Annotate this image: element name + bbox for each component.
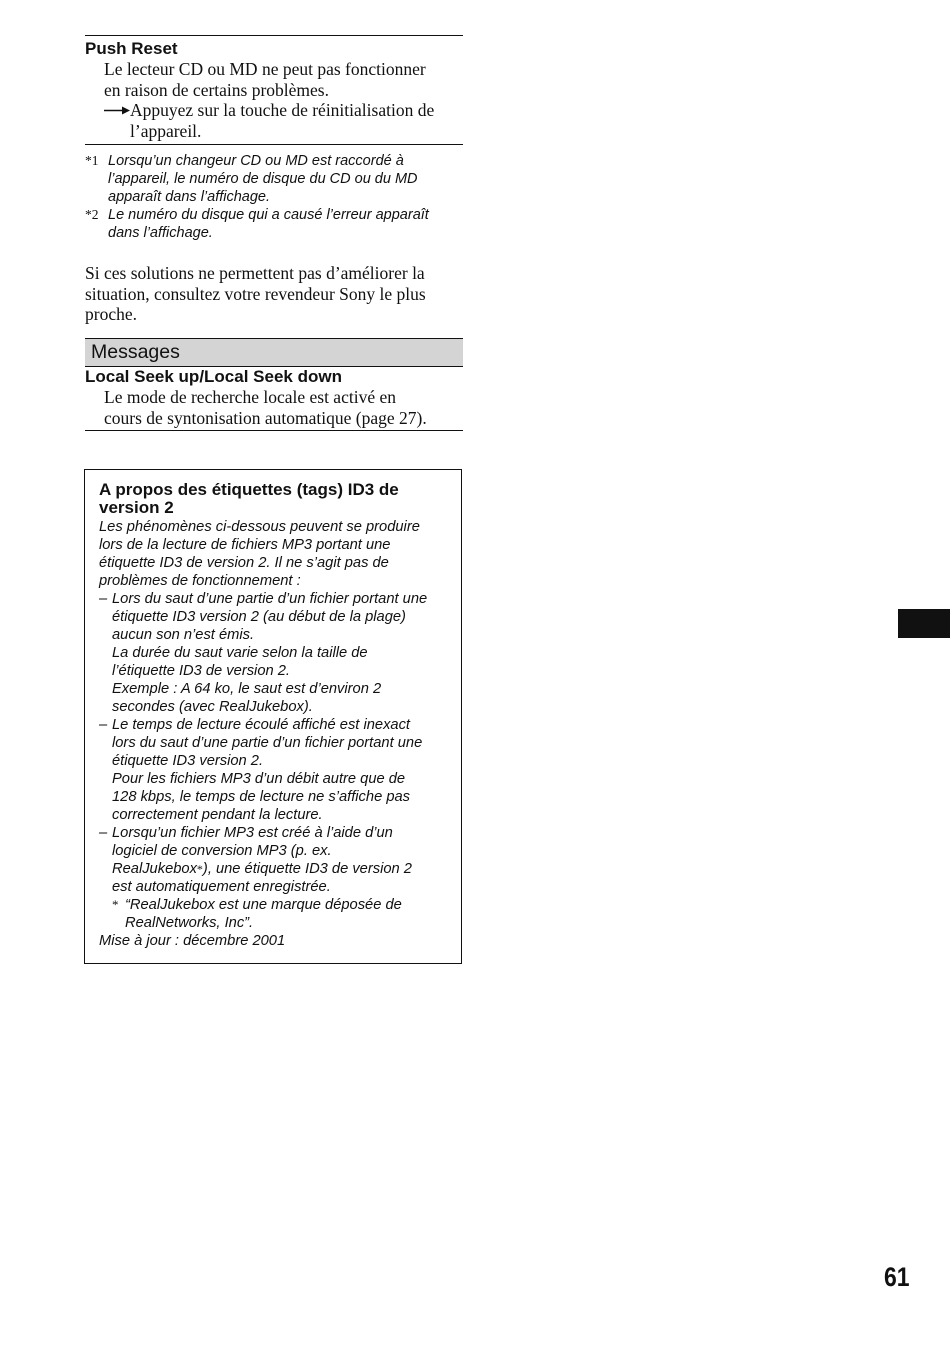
id3-title-line-1: A propos des étiquettes (tags) ID3 de bbox=[99, 480, 399, 499]
id3-item-line-rest: ), une étiquette ID3 de version 2 bbox=[202, 861, 412, 877]
trademark-line: RealNetworks, Inc”. bbox=[125, 915, 254, 931]
push-reset-line-2: en raison de certains problèmes. bbox=[104, 79, 329, 100]
id3-item-line: secondes (avec RealJukebox). bbox=[112, 699, 313, 715]
footnotes bbox=[85, 152, 463, 242]
footnote-line: apparaît dans l’affichage. bbox=[108, 189, 271, 205]
id3-item-line: étiquette ID3 version 2 (au début de la plage) bbox=[112, 609, 406, 625]
local-seek-entry bbox=[85, 367, 463, 431]
id3-list-item-3 bbox=[99, 824, 454, 896]
id3-item-line: lors du saut d’une partie d’un fichier portant une bbox=[112, 735, 423, 751]
id3-item-line: Le temps de lecture écoulé affiché est inexact bbox=[112, 717, 411, 733]
realjukebox-word: RealJukebox bbox=[112, 861, 197, 877]
trademark-line: “RealJukebox est une marque déposée de bbox=[125, 897, 402, 913]
id3-item-line: 128 kbps, le temps de lecture ne s’affiche pas bbox=[112, 789, 411, 805]
footnote-line: Le numéro du disque qui a causé l’erreur apparaît bbox=[108, 207, 429, 223]
id3-list-item-2 bbox=[99, 716, 454, 824]
id3-item-line: est automatiquement enregistrée. bbox=[112, 879, 331, 895]
footnote-line: dans l’affichage. bbox=[108, 225, 213, 241]
page-number: 61 bbox=[884, 1262, 910, 1292]
id3-list-item-1 bbox=[99, 590, 454, 716]
id3-item-line bbox=[112, 860, 454, 878]
footnote-2 bbox=[85, 206, 463, 242]
local-seek-line-2: cours de syntonisation automatique (page 27). bbox=[104, 407, 427, 428]
push-reset-action bbox=[104, 100, 463, 141]
local-seek-heading: Local Seek up/Local Seek down bbox=[85, 367, 342, 386]
list-dash: – bbox=[99, 591, 108, 607]
id3-intro-line: Les phénomènes ci-dessous peuvent se produire bbox=[99, 519, 420, 535]
push-reset-action-line-2: l’appareil. bbox=[130, 120, 202, 141]
update-date: Mise à jour : décembre 2001 bbox=[99, 933, 286, 949]
id3-title-line-2: version 2 bbox=[99, 498, 174, 517]
trademark-note bbox=[99, 896, 454, 932]
id3-item-line: La durée du saut varie selon la taille de bbox=[112, 645, 368, 661]
id3-item-line: Pour les fichiers MP3 d’un débit autre que de bbox=[112, 771, 406, 787]
push-reset-heading: Push Reset bbox=[85, 39, 178, 58]
id3-item-line: l’étiquette ID3 de version 2. bbox=[112, 663, 290, 679]
footnote-mark: *1 bbox=[85, 153, 99, 168]
messages-section-title: Messages bbox=[91, 341, 180, 363]
id3-intro-line: problèmes de fonctionnement : bbox=[99, 573, 301, 589]
messages-section-header bbox=[85, 338, 463, 367]
list-dash: – bbox=[99, 825, 108, 841]
list-dash: – bbox=[99, 717, 108, 733]
id3-item-line: Lors du saut d’une partie d’un fichier portant une bbox=[112, 591, 428, 607]
id3-item-line: logiciel de conversion MP3 (p. ex. bbox=[112, 843, 332, 859]
id3-item-line: étiquette ID3 version 2. bbox=[112, 753, 264, 769]
advice-line: Si ces solutions ne permettent pas d’améliorer la bbox=[85, 263, 425, 283]
id3-info-box bbox=[84, 469, 462, 964]
local-seek-line-1: Le mode de recherche locale est activé en bbox=[104, 387, 396, 407]
id3-item-line: Exemple : A 64 ko, le saut est d’environ 2 bbox=[112, 681, 382, 697]
arrow-right-icon bbox=[104, 100, 130, 141]
push-reset-description bbox=[85, 59, 463, 141]
asterisk-mark: * bbox=[196, 862, 203, 876]
push-reset-entry bbox=[85, 35, 463, 145]
advice-paragraph bbox=[85, 263, 463, 325]
footnote-line: Lorsqu’un changeur CD ou MD est raccordé à bbox=[108, 153, 404, 169]
local-seek-description bbox=[85, 387, 463, 428]
advice-line: situation, consultez votre revendeur Sony le plus bbox=[85, 283, 426, 304]
footnote-mark: *2 bbox=[85, 207, 99, 222]
push-reset-line-1: Le lecteur CD ou MD ne peut pas fonctionner bbox=[104, 59, 426, 79]
id3-item-line: correctement pendant la lecture. bbox=[112, 807, 323, 823]
id3-item-line: aucun son n’est émis. bbox=[112, 627, 255, 643]
id3-intro bbox=[99, 518, 454, 590]
footnote-line: l’appareil, le numéro de disque du CD ou du MD bbox=[108, 171, 418, 187]
asterisk-mark: * bbox=[112, 897, 119, 912]
id3-intro-line: lors de la lecture de fichiers MP3 portant une bbox=[99, 537, 391, 553]
id3-intro-line: étiquette ID3 de version 2. Il ne s’agit pas de bbox=[99, 555, 389, 571]
footnote-1 bbox=[85, 152, 463, 206]
id3-box-title bbox=[99, 481, 454, 517]
id3-item-line: Lorsqu’un fichier MP3 est créé à l’aide d’un bbox=[112, 825, 393, 841]
push-reset-action-line-1: Appuyez sur la touche de réinitialisation de bbox=[130, 100, 435, 120]
advice-line: proche. bbox=[85, 304, 137, 324]
section-tab-marker bbox=[898, 609, 950, 638]
